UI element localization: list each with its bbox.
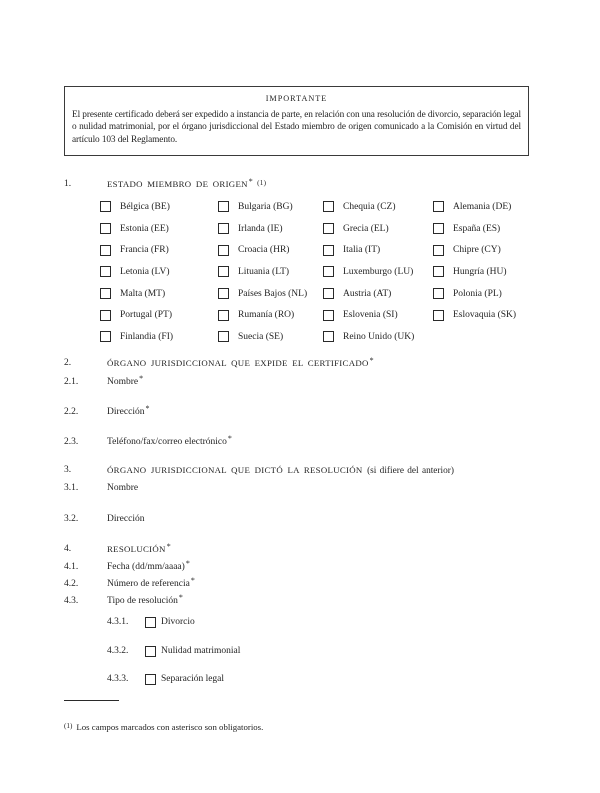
section-1-header bbox=[64, 178, 266, 191]
checkbox[interactable] bbox=[323, 310, 334, 321]
member-state-item[interactable] bbox=[218, 196, 323, 218]
footnote-text: Los campos marcados con asterisco son obligatorios. bbox=[76, 722, 264, 732]
checkbox[interactable] bbox=[323, 288, 334, 299]
section-3-header bbox=[64, 464, 454, 477]
checkbox[interactable] bbox=[100, 201, 111, 212]
checkbox[interactable] bbox=[433, 266, 444, 277]
field-label bbox=[107, 558, 190, 573]
field-number: 4.1. bbox=[64, 562, 79, 572]
required-asterisk: * bbox=[369, 355, 374, 365]
important-notice bbox=[64, 86, 529, 156]
checkbox[interactable] bbox=[433, 310, 444, 321]
option-label: Nulidad matrimonial bbox=[161, 646, 241, 656]
section-title bbox=[107, 543, 171, 556]
member-state-item[interactable] bbox=[218, 283, 323, 305]
checkbox[interactable] bbox=[100, 266, 111, 277]
section-title-text: ÓRGANO JURISDICCIONAL QUE EXPIDE EL CERTIFICADO bbox=[107, 358, 369, 368]
member-state-label: Países Bajos (NL) bbox=[238, 288, 308, 299]
field-number: 3.1. bbox=[64, 483, 79, 493]
notice-body: El presente certificado deberá ser expedido a instancia de parte, en relación con una resolución de divorcio, separación legal o nulidad matrimonial, por el órgano jurisdiccional del Estado miembro de origen comunicado a la Comisión en virtud del artículo 103 del Reglamento. bbox=[72, 110, 521, 145]
section-number: 1. bbox=[64, 179, 72, 189]
checkbox[interactable] bbox=[323, 201, 334, 212]
required-asterisk: * bbox=[166, 541, 172, 551]
member-state-label: Suecia (SE) bbox=[238, 331, 284, 342]
section-number: 4. bbox=[64, 544, 72, 554]
member-state-label: Malta (MT) bbox=[120, 288, 166, 299]
member-state-label: Lituania (LT) bbox=[238, 266, 290, 277]
section-number: 3. bbox=[64, 465, 72, 475]
checkbox[interactable] bbox=[433, 245, 444, 256]
member-state-label: Polonia (PL) bbox=[453, 288, 502, 299]
field-label bbox=[107, 373, 144, 388]
option-number: 4.3.2. bbox=[107, 646, 129, 656]
member-state-label: Irlanda (IE) bbox=[238, 223, 283, 234]
option-label: Separación legal bbox=[161, 674, 225, 684]
required-asterisk: * bbox=[185, 558, 190, 568]
section-title-text: RESOLUCIÓN bbox=[107, 544, 166, 554]
member-state-item[interactable] bbox=[433, 196, 544, 218]
member-state-item[interactable] bbox=[433, 261, 544, 283]
field-label bbox=[107, 513, 144, 525]
member-state-grid bbox=[100, 196, 544, 348]
checkbox[interactable] bbox=[145, 674, 156, 685]
field-label-text: Tipo de resolución bbox=[107, 596, 178, 606]
member-state-item[interactable] bbox=[433, 239, 544, 261]
required-asterisk: * bbox=[227, 433, 232, 443]
option-number: 4.3.1. bbox=[107, 617, 129, 627]
member-state-column bbox=[433, 196, 544, 348]
section-title-text: ÓRGANO JURISDICCIONAL QUE DICTÓ LA RESOLUCIÓN bbox=[107, 465, 363, 475]
member-state-item[interactable] bbox=[323, 239, 433, 261]
member-state-label: Rumanía (RO) bbox=[238, 310, 295, 321]
field-number: 4.3. bbox=[64, 596, 79, 606]
member-state-item[interactable] bbox=[100, 261, 218, 283]
section-title-text: ESTADO MIEMBRO DE ORIGEN bbox=[107, 179, 248, 189]
field-row-tipo-resolucion bbox=[64, 592, 183, 607]
member-state-label: Croacia (HR) bbox=[238, 245, 290, 256]
checkbox[interactable] bbox=[433, 201, 444, 212]
member-state-label: Portugal (PT) bbox=[120, 310, 172, 321]
section-title bbox=[107, 464, 454, 477]
field-number: 3.2. bbox=[64, 514, 79, 524]
checkbox[interactable] bbox=[323, 223, 334, 234]
checkbox[interactable] bbox=[433, 288, 444, 299]
field-label-text: Dirección bbox=[107, 407, 145, 417]
field-label-text: Teléfono/fax/correo electrónico bbox=[107, 437, 227, 447]
field-label bbox=[107, 482, 138, 494]
field-row-telefono bbox=[64, 433, 232, 448]
field-row-referencia bbox=[64, 575, 195, 590]
member-state-column bbox=[218, 196, 323, 348]
checkbox[interactable] bbox=[218, 266, 229, 277]
member-state-item[interactable] bbox=[433, 304, 544, 326]
required-asterisk: * bbox=[145, 403, 150, 413]
section-title bbox=[107, 357, 374, 370]
member-state-item[interactable] bbox=[323, 261, 433, 283]
field-label-text: Número de referencia bbox=[107, 579, 190, 589]
option-row-nulidad bbox=[107, 645, 240, 657]
field-label-text: Fecha (dd/mm/aaaa) bbox=[107, 562, 185, 572]
member-state-label: Letonia (LV) bbox=[120, 266, 170, 277]
member-state-item[interactable] bbox=[100, 239, 218, 261]
field-row-direccion bbox=[64, 403, 150, 418]
member-state-label: Chequia (CZ) bbox=[343, 201, 396, 212]
member-state-label: Bulgaria (BG) bbox=[238, 201, 293, 212]
field-label bbox=[107, 433, 232, 448]
section-4-header bbox=[64, 543, 171, 556]
member-state-label: Italia (IT) bbox=[343, 245, 381, 256]
checkbox[interactable] bbox=[100, 245, 111, 256]
field-number: 2.1. bbox=[64, 377, 79, 387]
member-state-item[interactable] bbox=[323, 326, 433, 348]
required-asterisk: * bbox=[248, 176, 254, 186]
member-state-item[interactable] bbox=[218, 239, 323, 261]
member-state-label: Alemania (DE) bbox=[453, 201, 512, 212]
member-state-label: Eslovaquia (SK) bbox=[453, 310, 517, 321]
checkbox[interactable] bbox=[100, 310, 111, 321]
member-state-item[interactable] bbox=[323, 218, 433, 240]
checkbox[interactable] bbox=[323, 331, 334, 342]
member-state-label: Luxemburgo (LU) bbox=[343, 266, 414, 277]
checkbox[interactable] bbox=[100, 288, 111, 299]
member-state-item[interactable] bbox=[323, 304, 433, 326]
field-label-text: Dirección bbox=[107, 514, 145, 524]
field-label-text: Nombre bbox=[107, 483, 139, 493]
member-state-label: Chipre (CY) bbox=[453, 245, 501, 256]
member-state-label: Grecia (EL) bbox=[343, 223, 389, 234]
footnote bbox=[64, 722, 263, 732]
member-state-column bbox=[323, 196, 433, 348]
member-state-item[interactable] bbox=[323, 196, 433, 218]
member-state-item[interactable] bbox=[100, 218, 218, 240]
option-label: Divorcio bbox=[161, 617, 195, 627]
field-label bbox=[107, 403, 150, 418]
member-state-label: Eslovenia (SI) bbox=[343, 310, 398, 321]
footnote-ref: (1) bbox=[257, 178, 267, 187]
footnote-ref: (1) bbox=[64, 721, 73, 730]
checkbox[interactable] bbox=[323, 245, 334, 256]
member-state-label: España (ES) bbox=[453, 223, 501, 234]
field-number: 4.2. bbox=[64, 579, 79, 589]
checkbox[interactable] bbox=[218, 245, 229, 256]
section-2-header bbox=[64, 357, 374, 370]
member-state-item[interactable] bbox=[218, 304, 323, 326]
member-state-label: Austria (AT) bbox=[343, 288, 392, 299]
field-label bbox=[107, 592, 183, 607]
checkbox[interactable] bbox=[218, 310, 229, 321]
member-state-item[interactable] bbox=[100, 283, 218, 305]
required-asterisk: * bbox=[139, 373, 144, 383]
checkbox[interactable] bbox=[100, 223, 111, 234]
field-row-direccion bbox=[64, 513, 144, 525]
member-state-item[interactable] bbox=[100, 196, 218, 218]
section-title bbox=[107, 178, 266, 191]
field-number: 2.3. bbox=[64, 437, 79, 447]
field-row-nombre bbox=[64, 373, 144, 388]
member-state-item[interactable] bbox=[433, 283, 544, 305]
member-state-column bbox=[100, 196, 218, 348]
member-state-label: Hungría (HU) bbox=[453, 266, 507, 277]
member-state-label: Francia (FR) bbox=[120, 245, 169, 256]
field-row-fecha bbox=[64, 558, 190, 573]
member-state-label: Bélgica (BE) bbox=[120, 201, 170, 212]
checkbox[interactable] bbox=[218, 223, 229, 234]
member-state-item[interactable] bbox=[433, 218, 544, 240]
member-state-label: Estonia (EE) bbox=[120, 223, 169, 234]
section-title-suffix: (si difiere del anterior) bbox=[367, 466, 454, 476]
notice-title: IMPORTANTE bbox=[265, 94, 328, 103]
required-asterisk: * bbox=[178, 592, 183, 602]
checkbox[interactable] bbox=[100, 331, 111, 342]
option-row-separacion bbox=[107, 673, 224, 685]
member-state-item[interactable] bbox=[100, 326, 218, 348]
field-label bbox=[107, 575, 195, 590]
checkbox[interactable] bbox=[433, 223, 444, 234]
option-number: 4.3.3. bbox=[107, 674, 129, 684]
member-state-item[interactable] bbox=[218, 326, 323, 348]
field-label-text: Nombre bbox=[107, 377, 139, 387]
checkbox[interactable] bbox=[323, 266, 334, 277]
field-row-nombre bbox=[64, 482, 138, 494]
required-asterisk: * bbox=[190, 575, 195, 585]
member-state-item[interactable] bbox=[323, 283, 433, 305]
checkbox[interactable] bbox=[218, 331, 229, 342]
option-row-divorcio bbox=[107, 616, 195, 628]
member-state-item[interactable] bbox=[218, 261, 323, 283]
member-state-label: Finlandia (FI) bbox=[120, 331, 174, 342]
member-state-label: Reino Unido (UK) bbox=[343, 331, 415, 342]
checkbox[interactable] bbox=[218, 288, 229, 299]
checkbox[interactable] bbox=[218, 201, 229, 212]
member-state-item[interactable] bbox=[100, 304, 218, 326]
field-number: 2.2. bbox=[64, 407, 79, 417]
checkbox[interactable] bbox=[145, 646, 156, 657]
member-state-item[interactable] bbox=[218, 218, 323, 240]
footnote-divider bbox=[64, 700, 119, 701]
section-number: 2. bbox=[64, 358, 72, 368]
checkbox[interactable] bbox=[145, 617, 156, 628]
